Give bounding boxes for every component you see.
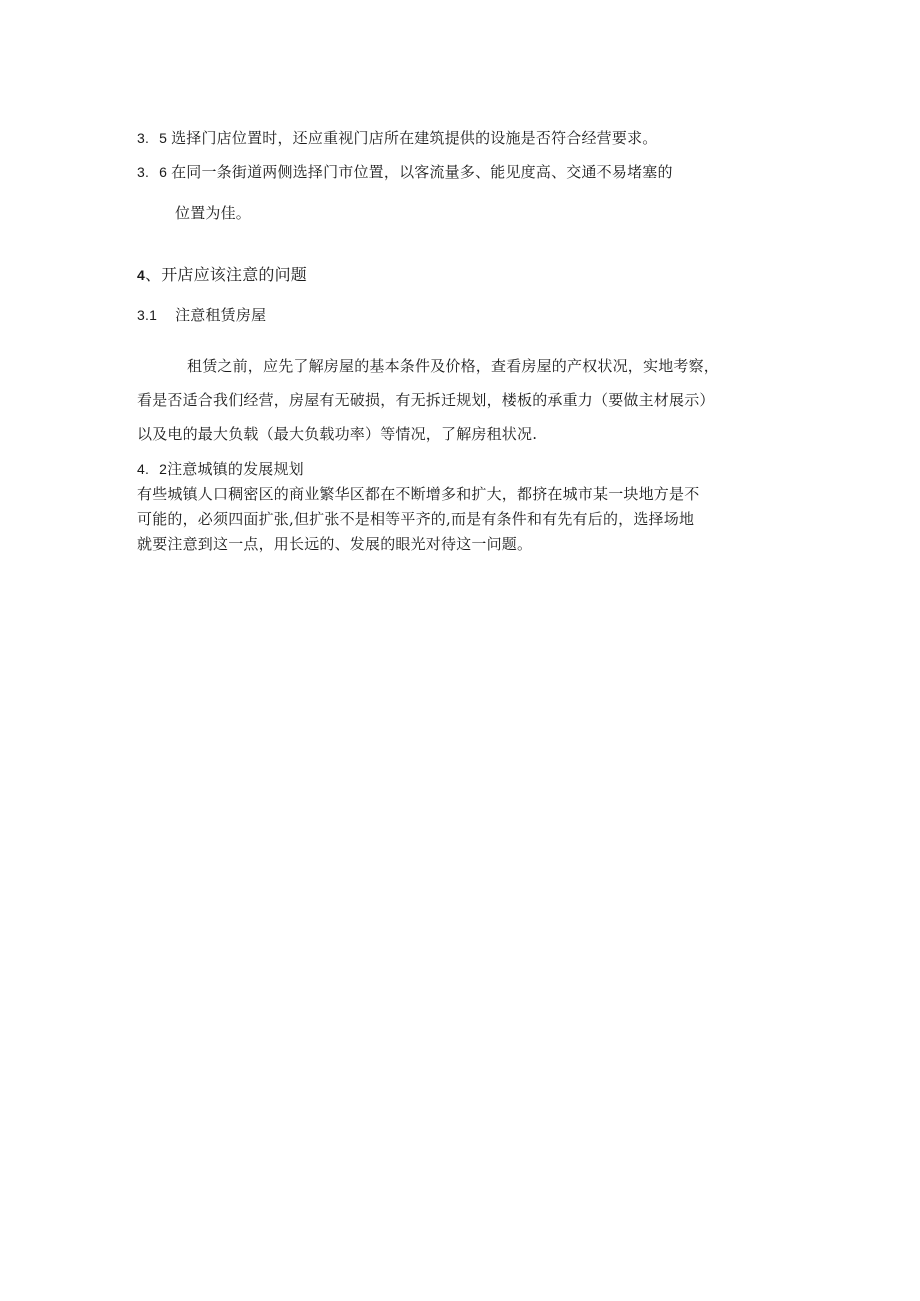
item-number: 3.1 <box>137 307 158 323</box>
paragraph-rent-line-3: 以及电的最大负载（最大负载功率）等情况，了解房租状况. <box>137 425 538 443</box>
item-3-5 <box>137 128 657 148</box>
item-3-1 <box>137 305 266 325</box>
item-number: 3. <box>137 130 150 146</box>
item-sub-number: 5 <box>159 130 168 146</box>
item-text: 在同一条街道两侧选择门市位置，以客流量多、能见度高、交通不易堵塞的 <box>171 163 673 181</box>
item-title: 注意城镇的发展规划 <box>167 460 304 478</box>
item-sub-number: 2 <box>159 461 168 477</box>
item-number: 4. <box>137 461 150 477</box>
item-4-2 <box>137 459 304 479</box>
section-heading-4 <box>137 265 307 285</box>
paragraph-rent-line-1: 租赁之前，应先了解房屋的基本条件及价格，查看房屋的产权状况，实地考察， <box>187 357 720 375</box>
paragraph-planning-line-3: 就要注意到这一点，用长远的、发展的眼光对待这一问题。 <box>137 535 533 553</box>
item-title: 注意租赁房屋 <box>175 306 267 324</box>
section-title: 、开店应该注意的问题 <box>145 265 308 284</box>
paragraph-rent-line-2: 看是否适合我们经营，房屋有无破损，有无拆迁规划，楼板的承重力（要做主材展示） <box>137 391 715 409</box>
item-text: 选择门店位置时，还应重视门店所在建筑提供的设施是否符合经营要求。 <box>171 129 658 147</box>
item-3-6-continuation: 位置为佳。 <box>175 204 252 222</box>
item-sub-number: 6 <box>159 164 168 180</box>
paragraph-planning-line-2: 可能的，必须四面扩张,但扩张不是相等平齐的,而是有条件和有先有后的，选择场地 <box>137 510 695 528</box>
item-3-6 <box>137 162 673 182</box>
item-number: 3. <box>137 164 150 180</box>
paragraph-planning-line-1: 有些城镇人口稠密区的商业繁华区都在不断增多和扩大，都挤在城市某一块地方是不 <box>137 485 700 503</box>
section-number: 4 <box>137 267 145 283</box>
